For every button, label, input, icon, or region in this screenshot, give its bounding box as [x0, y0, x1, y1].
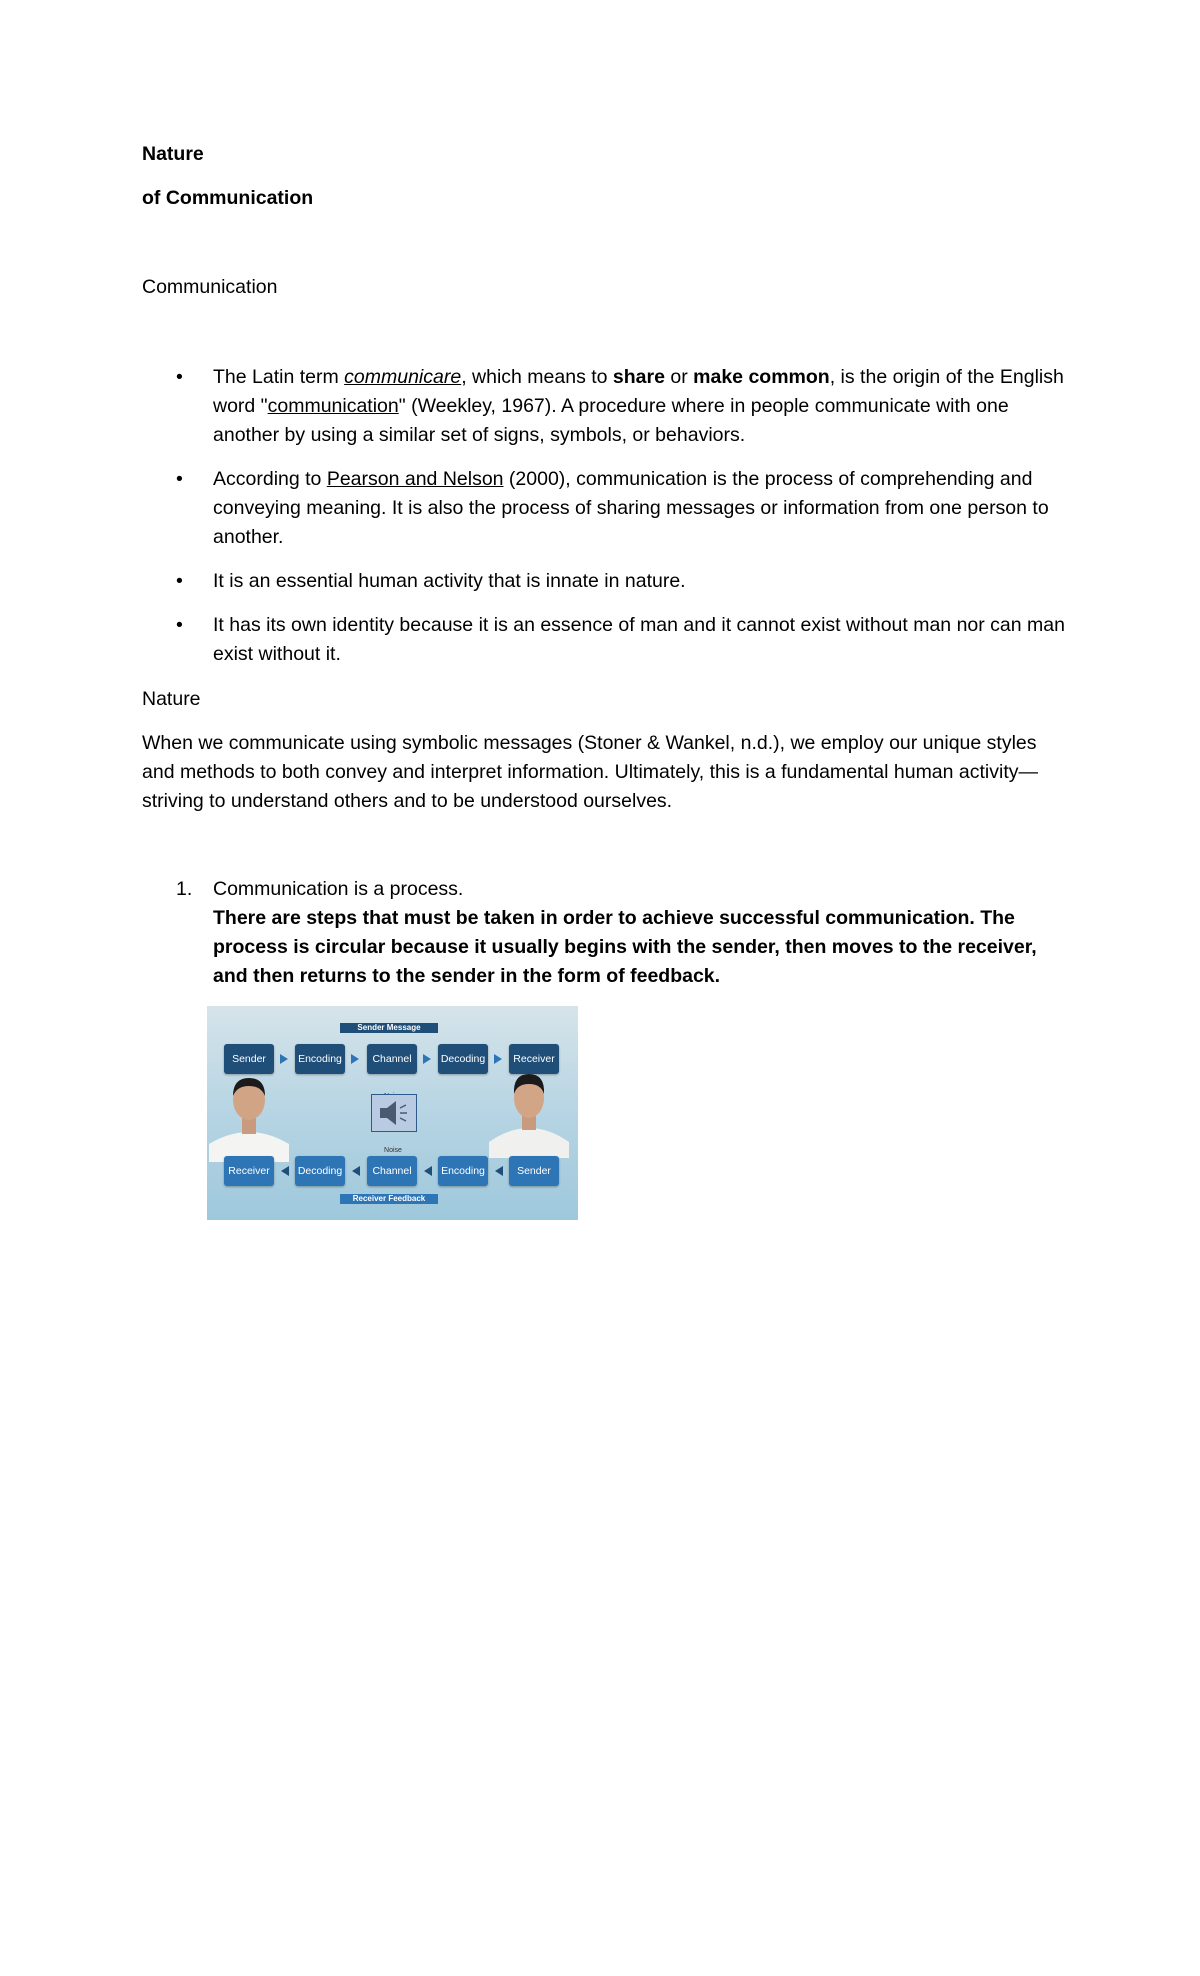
- list-number: 1.: [176, 878, 193, 900]
- text-run: It is an essential human activity that is innate in nature.: [213, 570, 686, 592]
- link-communication[interactable]: communication: [267, 395, 399, 417]
- bottom-box-decoding: Decoding: [295, 1156, 345, 1186]
- bullet-marker: •: [176, 570, 183, 592]
- list-item: [142, 875, 1067, 991]
- list-item: [142, 465, 1067, 552]
- nature-paragraph: When we communicate using symbolic messages (Stoner & Wankel, n.d.), we employ our unique styles and methods to both convey and interpret information. Ultimately, this is a fundamental human activity—striving to understand others and to be understood ourselves.: [142, 732, 1039, 812]
- sender-message-label: Sender Message: [340, 1023, 438, 1033]
- arrow-left-icon: [424, 1166, 432, 1176]
- top-box-channel: Channel: [367, 1044, 417, 1074]
- item-body: There are steps that must be taken in order to achieve successful communication. The process is circular because it usually begins with the sender, then moves to the receiver, and then returns to the sender in the form of feedback.: [213, 907, 1037, 987]
- bullet-marker: •: [176, 468, 183, 490]
- term-communicare: communicare: [344, 366, 462, 388]
- text-run: (2000), communication is the process of comprehending and conveying meaning. It is also the process of sharing messages or information from one person to another.: [213, 468, 1049, 548]
- top-box-sender: Sender: [224, 1044, 274, 1074]
- text-run: or: [664, 366, 694, 388]
- list-item: [142, 567, 1067, 596]
- text-run: , is the origin of the English word ": [213, 366, 1064, 417]
- top-box-decoding: Decoding: [438, 1044, 488, 1074]
- bottom-box-channel: Channel: [367, 1156, 417, 1186]
- bottom-box-encoding: Encoding: [438, 1156, 488, 1186]
- text-run: " (Weekley, 1967). A procedure where in people communicate with one another by using a similar set of signs, symbols, or behaviors.: [213, 395, 1009, 446]
- top-box-encoding: Encoding: [295, 1044, 345, 1074]
- arrow-right-icon: [280, 1054, 288, 1064]
- term-share: share: [612, 366, 665, 388]
- text-run: , which means to: [461, 366, 613, 388]
- term-make-common: make common: [693, 366, 830, 388]
- communication-bullet-list: [142, 363, 1067, 684]
- arrow-right-icon: [351, 1054, 359, 1064]
- list-item: [142, 363, 1067, 450]
- arrow-left-icon: [495, 1166, 503, 1176]
- link-pearson-nelson[interactable]: Pearson and Nelson: [326, 468, 504, 490]
- list-item: [142, 611, 1067, 669]
- person-left-photo: [209, 1066, 289, 1162]
- speaker-icon: [371, 1094, 417, 1132]
- item-title: Communication is a process.: [213, 878, 464, 900]
- title-line-2: of Communication: [142, 187, 314, 209]
- arrow-left-icon: [281, 1166, 289, 1176]
- section-heading-nature: Nature: [142, 688, 201, 710]
- bottom-box-receiver: Receiver: [224, 1156, 274, 1186]
- receiver-feedback-label: Receiver Feedback: [340, 1194, 438, 1204]
- person-right-photo: [489, 1062, 569, 1158]
- noise-label-bottom: Noise: [384, 1147, 402, 1154]
- communication-process-diagram: [207, 1006, 578, 1220]
- arrow-left-icon: [352, 1166, 360, 1176]
- numbered-list: [142, 875, 1067, 991]
- text-run: According to: [213, 468, 327, 490]
- title-line-1: Nature: [142, 143, 204, 165]
- bullet-marker: •: [176, 366, 183, 388]
- arrow-right-icon: [423, 1054, 431, 1064]
- top-box-receiver: Receiver: [509, 1044, 559, 1074]
- bullet-marker: •: [176, 614, 183, 636]
- section-heading-communication: Communication: [142, 276, 278, 298]
- text-run: The Latin term: [213, 366, 345, 388]
- text-run: It has its own identity because it is an essence of man and it cannot exist without man nor can man exist without it.: [213, 614, 1065, 665]
- bottom-box-sender: Sender: [509, 1156, 559, 1186]
